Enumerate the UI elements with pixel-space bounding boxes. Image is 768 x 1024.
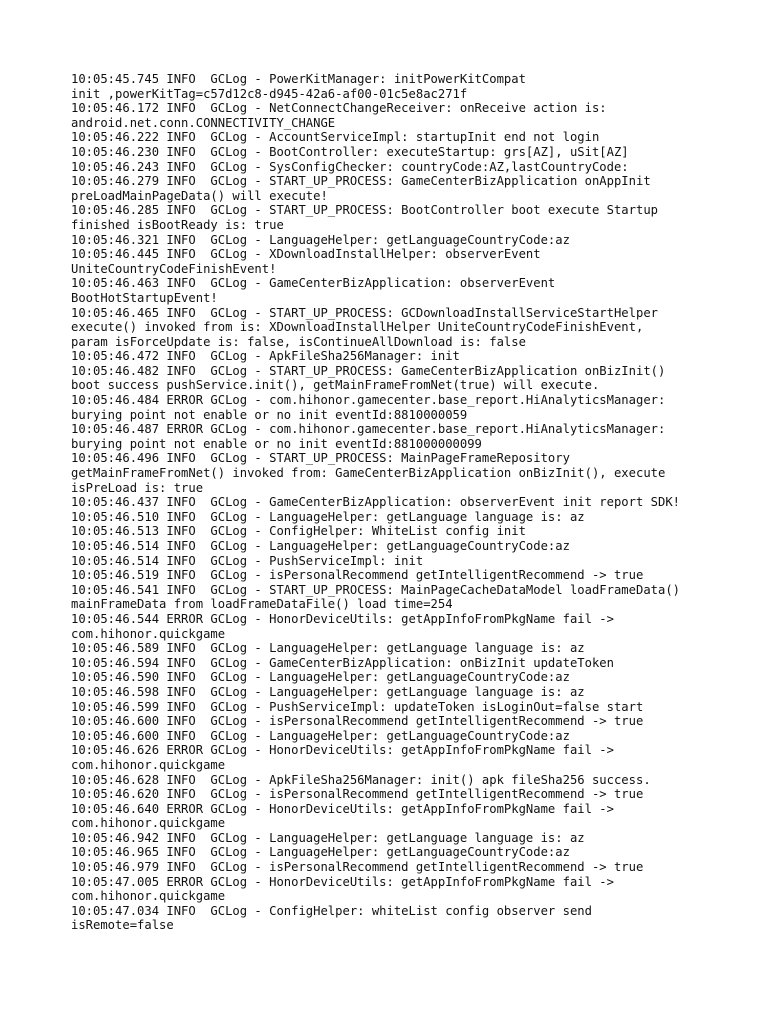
log-line: 10:05:46.496 INFO GCLog - START_UP_PROCESS: MainPageFrameRepository xyxy=(71,451,570,466)
log-line: 10:05:46.230 INFO GCLog - BootController: executeStartup: grs[AZ], uSit[AZ] xyxy=(71,144,629,159)
log-line: 10:05:46.628 INFO GCLog - ApkFileSha256Manager: init() apk fileSha256 success. xyxy=(71,772,651,787)
log-line: init ,powerKitTag=c57d12c8-d945-42a6-af00-01c5e8ac271f xyxy=(71,86,468,101)
log-line: 10:05:46.541 INFO GCLog - START_UP_PROCESS: MainPageCacheDataModel loadFrameData() xyxy=(71,582,681,597)
log-line: 10:05:46.594 INFO GCLog - GameCenterBizApplication: onBizInit updateToken xyxy=(71,655,614,670)
log-line: 10:05:46.626 ERROR GCLog - HonorDeviceUtils: getAppInfoFromPkgName fail -> xyxy=(71,743,614,758)
log-line: com.hihonor.quickgame xyxy=(71,757,226,772)
log-line: isPreLoad is: true xyxy=(71,480,204,495)
log-line: 10:05:46.514 INFO GCLog - PushServiceImpl: init xyxy=(71,553,424,568)
log-line: 10:05:46.321 INFO GCLog - LanguageHelper: getLanguageCountryCode:az xyxy=(71,232,570,247)
log-line: boot success pushService.init(), getMainFrameFromNet(true) will execute. xyxy=(71,378,600,393)
log-line: 10:05:46.482 INFO GCLog - START_UP_PROCESS: GameCenterBizApplication onBizInit() xyxy=(71,363,666,378)
log-line: 10:05:46.222 INFO GCLog - AccountServiceImpl: startupInit end not login xyxy=(71,130,600,145)
log-line: 10:05:46.463 INFO GCLog - GameCenterBizApplication: observerEvent xyxy=(71,276,556,291)
log-line: 10:05:46.484 ERROR GCLog - com.hihonor.gamecenter.base_report.HiAnalyticsManager: xyxy=(71,393,666,408)
log-line: 10:05:46.519 INFO GCLog - isPersonalRecommend getIntelligentRecommend -> true xyxy=(71,568,644,583)
log-line: com.hihonor.quickgame xyxy=(71,816,226,831)
log-line: 10:05:46.445 INFO GCLog - XDownloadInstallHelper: observerEvent xyxy=(71,247,541,262)
log-line: UniteCountryCodeFinishEvent! xyxy=(71,261,277,276)
log-line: isRemote=false xyxy=(71,918,174,933)
log-line: BootHotStartupEvent! xyxy=(71,290,218,305)
log-line: mainFrameData from loadFrameDataFile() load time=254 xyxy=(71,597,453,612)
log-line: com.hihonor.quickgame xyxy=(71,626,226,641)
log-line: 10:05:46.590 INFO GCLog - LanguageHelper: getLanguageCountryCode:az xyxy=(71,670,570,685)
log-line: 10:05:46.279 INFO GCLog - START_UP_PROCESS: GameCenterBizApplication onAppInit xyxy=(71,174,651,189)
log-line: 10:05:47.005 ERROR GCLog - HonorDeviceUtils: getAppInfoFromPkgName fail -> xyxy=(71,874,614,889)
log-line: 10:05:47.034 INFO GCLog - ConfigHelper: whiteList config observer send xyxy=(71,903,592,918)
log-line: 10:05:46.620 INFO GCLog - isPersonalRecommend getIntelligentRecommend -> true xyxy=(71,787,644,802)
log-line: 10:05:46.243 INFO GCLog - SysConfigChecker: countryCode:AZ,lastCountryCode: xyxy=(71,159,629,174)
log-line: burying point not enable or no init eventId:881000000099 xyxy=(71,436,482,451)
log-line: getMainFrameFromNet() invoked from: GameCenterBizApplication onBizInit(), execute xyxy=(71,466,666,481)
log-line: 10:05:46.544 ERROR GCLog - HonorDeviceUtils: getAppInfoFromPkgName fail -> xyxy=(71,611,614,626)
log-line: 10:05:46.514 INFO GCLog - LanguageHelper: getLanguageCountryCode:az xyxy=(71,539,570,553)
log-line: 10:05:46.589 INFO GCLog - LanguageHelper: getLanguage language is: az xyxy=(71,641,585,656)
log-line: android.net.conn.CONNECTIVITY_CHANGE xyxy=(71,115,336,130)
log-text xyxy=(71,72,768,933)
log-line: 10:05:46.437 INFO GCLog - GameCenterBizApplication: observerEvent init report SDK! xyxy=(71,495,681,510)
log-line: 10:05:46.979 INFO GCLog - isPersonalRecommend getIntelligentRecommend -> true xyxy=(71,860,644,875)
log-line: 10:05:46.472 INFO GCLog - ApkFileSha256Manager: init xyxy=(71,349,460,364)
log-line: 10:05:46.510 INFO GCLog - LanguageHelper: getLanguage language is: az xyxy=(71,509,585,524)
log-line: 10:05:46.640 ERROR GCLog - HonorDeviceUtils: getAppInfoFromPkgName fail -> xyxy=(71,801,614,816)
log-line: 10:05:46.172 INFO GCLog - NetConnectChangeReceiver: onReceive action is: xyxy=(71,101,607,116)
log-line: param isForceUpdate is: false, isContinueAllDownload is: false xyxy=(71,334,526,349)
log-line: 10:05:45.745 INFO GCLog - PowerKitManager: initPowerKitCompat xyxy=(71,72,526,86)
log-line: preLoadMainPageData() will execute! xyxy=(71,188,328,203)
log-line: 10:05:46.599 INFO GCLog - PushServiceImpl: updateToken isLoginOut=false start xyxy=(71,699,644,714)
log-line: 10:05:46.465 INFO GCLog - START_UP_PROCESS: GCDownloadInstallServiceStartHelper xyxy=(71,305,658,320)
log-line: execute() invoked from is: XDownloadInstallHelper UniteCountryCodeFinishEvent, xyxy=(71,320,644,335)
log-line: 10:05:46.600 INFO GCLog - isPersonalRecommend getIntelligentRecommend -> true xyxy=(71,714,644,729)
log-line: 10:05:46.285 INFO GCLog - START_UP_PROCESS: BootController boot execute Startup xyxy=(71,203,658,218)
log-line: com.hihonor.quickgame xyxy=(71,889,226,904)
log-line: 10:05:46.487 ERROR GCLog - com.hihonor.gamecenter.base_report.HiAnalyticsManager: xyxy=(71,422,666,437)
log-line: 10:05:46.600 INFO GCLog - LanguageHelper: getLanguageCountryCode:az xyxy=(71,728,570,743)
log-line: 10:05:46.513 INFO GCLog - ConfigHelper: WhiteList config init xyxy=(71,524,526,539)
log-line: 10:05:46.942 INFO GCLog - LanguageHelper: getLanguage language is: az xyxy=(71,830,585,845)
log-line: 10:05:46.965 INFO GCLog - LanguageHelper: getLanguageCountryCode:az xyxy=(71,845,570,860)
log-line: finished isBootReady is: true xyxy=(71,217,284,232)
log-line: 10:05:46.598 INFO GCLog - LanguageHelper: getLanguage language is: az xyxy=(71,684,585,699)
log-line: burying point not enable or no init eventId:8810000059 xyxy=(71,407,468,422)
